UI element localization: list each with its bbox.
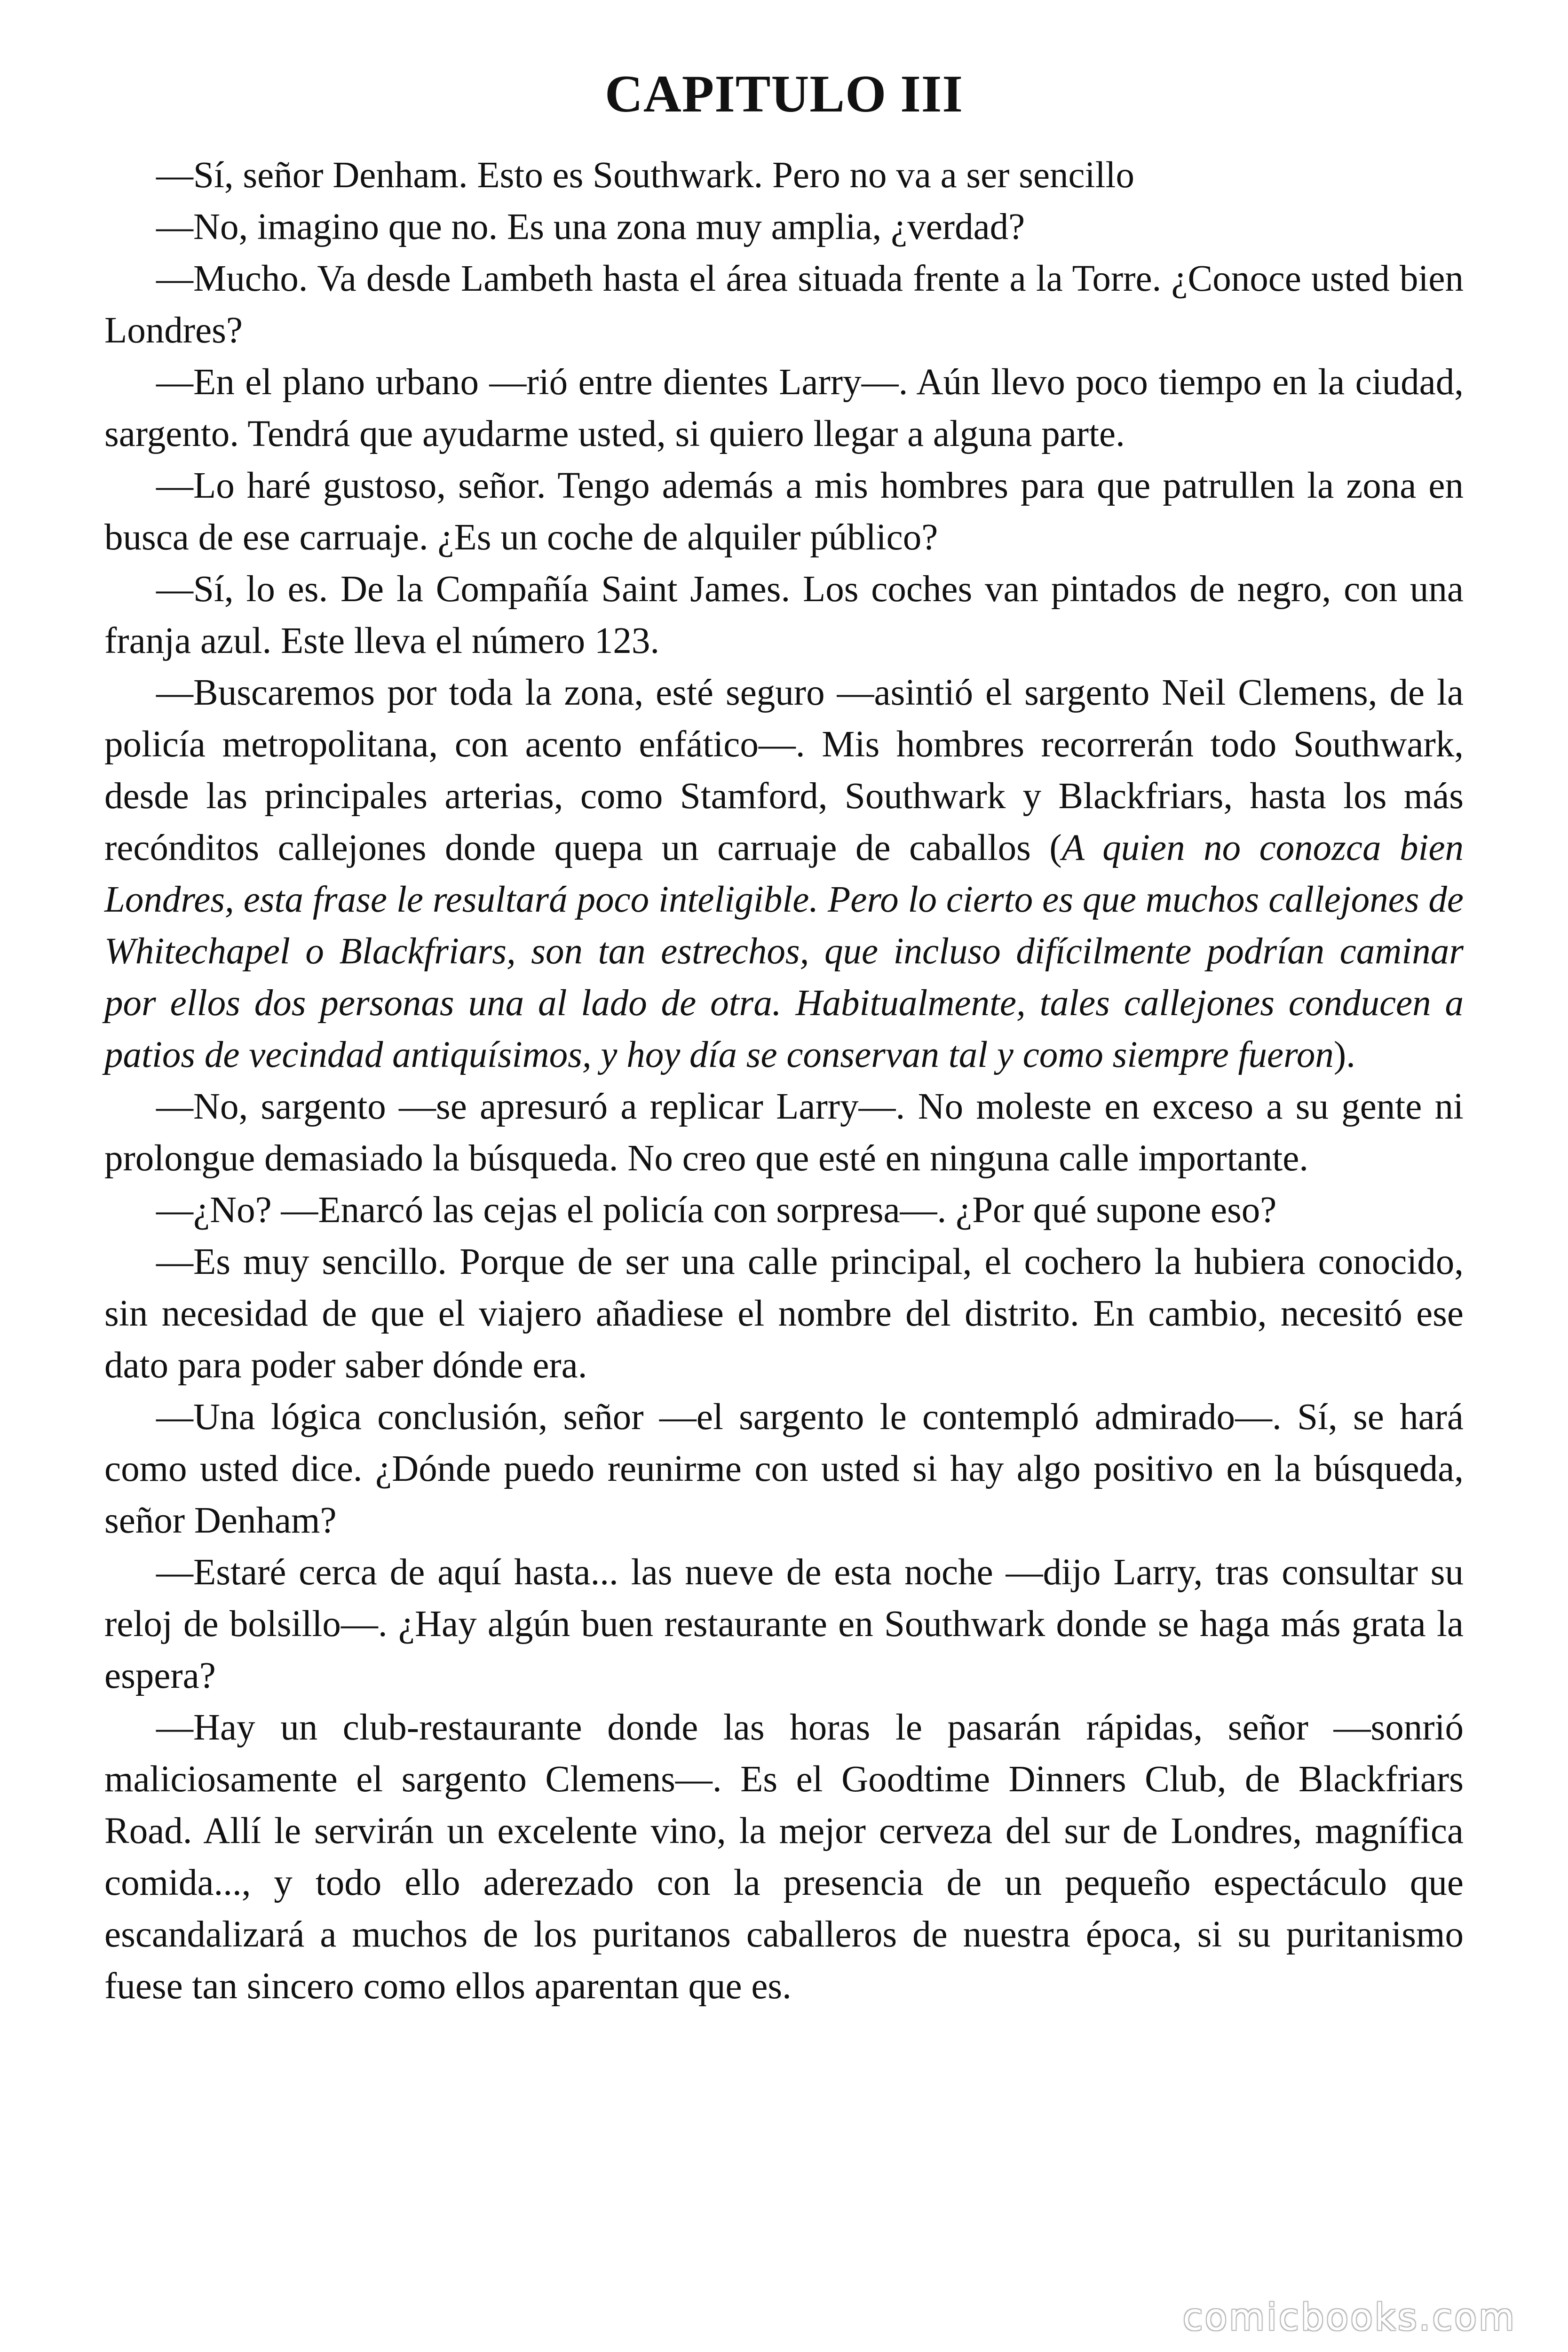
chapter-title: CAPITULO III: [605, 65, 963, 123]
paragraph: [104, 1081, 1464, 1184]
paragraph-text: —En el plano urbano —rió entre dientes Larry—. Aún llevo poco tiempo en la ciudad, sargento. Tendrá que ayudarme usted, si quiero llegar a alguna parte.: [104, 362, 1464, 454]
paragraph: [104, 253, 1464, 357]
paragraph: [104, 1702, 1464, 2012]
document-page: [104, 61, 1464, 2012]
paragraph: [104, 1391, 1464, 1547]
paragraph-text: —¿No? —Enarcó las cejas el policía con sorpresa—. ¿Por qué supone eso?: [156, 1190, 1277, 1231]
paragraph: [104, 1236, 1464, 1391]
paragraph: [104, 201, 1464, 253]
paragraph-text: —Lo haré gustoso, señor. Tengo además a mis hombres para que patrullen la zona en busca de ese carruaje. ¿Es un coche de alquiler público?: [104, 465, 1464, 558]
paragraph-text: —Sí, señor Denham. Esto es Southwark. Pero no va a ser sencillo: [156, 155, 1134, 196]
paragraph-text: —Buscaremos por toda la zona, esté seguro —asintió el sargento Neil Clemens, de la policía metropolitana, con acento enfático—. Mis hombres recorrerán todo Southwark, desde las principales arterias, como Stamford, Southwark y Blackfriars, hasta los más recónditos callejones donde quepa un carruaje de caballos (: [104, 672, 1464, 868]
paragraph-text: —Estaré cerca de aquí hasta... las nueve de esta noche —dijo Larry, tras consultar su reloj de bolsillo—. ¿Hay algún buen restaurante en Southwark donde se haga más grata la espera?: [104, 1552, 1464, 1696]
paragraph: [104, 667, 1464, 1081]
paragraph: [104, 1547, 1464, 1702]
paragraph-text: —Una lógica conclusión, señor —el sargento le contempló admirado—. Sí, se hará como usted dice. ¿Dónde puedo reunirme con usted si hay algo positivo en la búsqueda, señor Denham?: [104, 1397, 1464, 1541]
italic-note: A quien no conozca bien Londres, esta frase le resultará poco inteligible. Pero lo cierto es que muchos callejones de Whitechapel o Blackfriars, son tan estrechos, que incluso difícilmente podrían caminar por ellos dos personas una al lado de otra. Habitualmente, tales callejones conducen a patios de vecindad antiquísimos, y hoy día se conservan tal y como siempre fueron: [104, 827, 1464, 1075]
paragraph: [104, 460, 1464, 564]
paragraph-text: —Mucho. Va desde Lambeth hasta el área situada frente a la Torre. ¿Conoce usted bien Londres?: [104, 258, 1464, 351]
paragraph-text: —Sí, lo es. De la Compañía Saint James. Los coches van pintados de negro, con una franja azul. Este lleva el número 123.: [104, 569, 1464, 661]
body-text: [104, 150, 1464, 2012]
paragraph: [104, 564, 1464, 667]
paragraph: [104, 357, 1464, 460]
paragraph-text: —No, sargento —se apresuró a replicar Larry—. No moleste en exceso a su gente ni prolongue demasiado la búsqueda. No creo que esté en ninguna calle importante.: [104, 1086, 1464, 1179]
paragraph: [104, 1184, 1464, 1236]
paragraph-text: —No, imagino que no. Es una zona muy amplia, ¿verdad?: [156, 207, 1025, 247]
paragraph-text: —Es muy sencillo. Porque de ser una calle principal, el cochero la hubiera conocido, sin necesidad de que el viajero añadiese el nombre del distrito. En cambio, necesitó ese dato para poder saber dónde era.: [104, 1241, 1464, 1386]
paragraph-text: —Hay un club-restaurante donde las horas le pasarán rápidas, señor —sonrió maliciosamente el sargento Clemens—. Es el Goodtime Dinners Club, de Blackfriars Road. Allí le servirán un excelente vino, la mejor cerveza del sur de Londres, magnífica comida..., y todo ello aderezado con la presencia de un pequeño espectáculo que escandalizará a muchos de los puritanos caballeros de nuestra época, si su puritanismo fuese tan sincero como ellos aparentan que es.: [104, 1707, 1464, 2007]
paragraph-text: ).: [1333, 1034, 1355, 1075]
paragraph: [104, 150, 1464, 201]
watermark-text: comicbooks.com: [1182, 2296, 1516, 2339]
